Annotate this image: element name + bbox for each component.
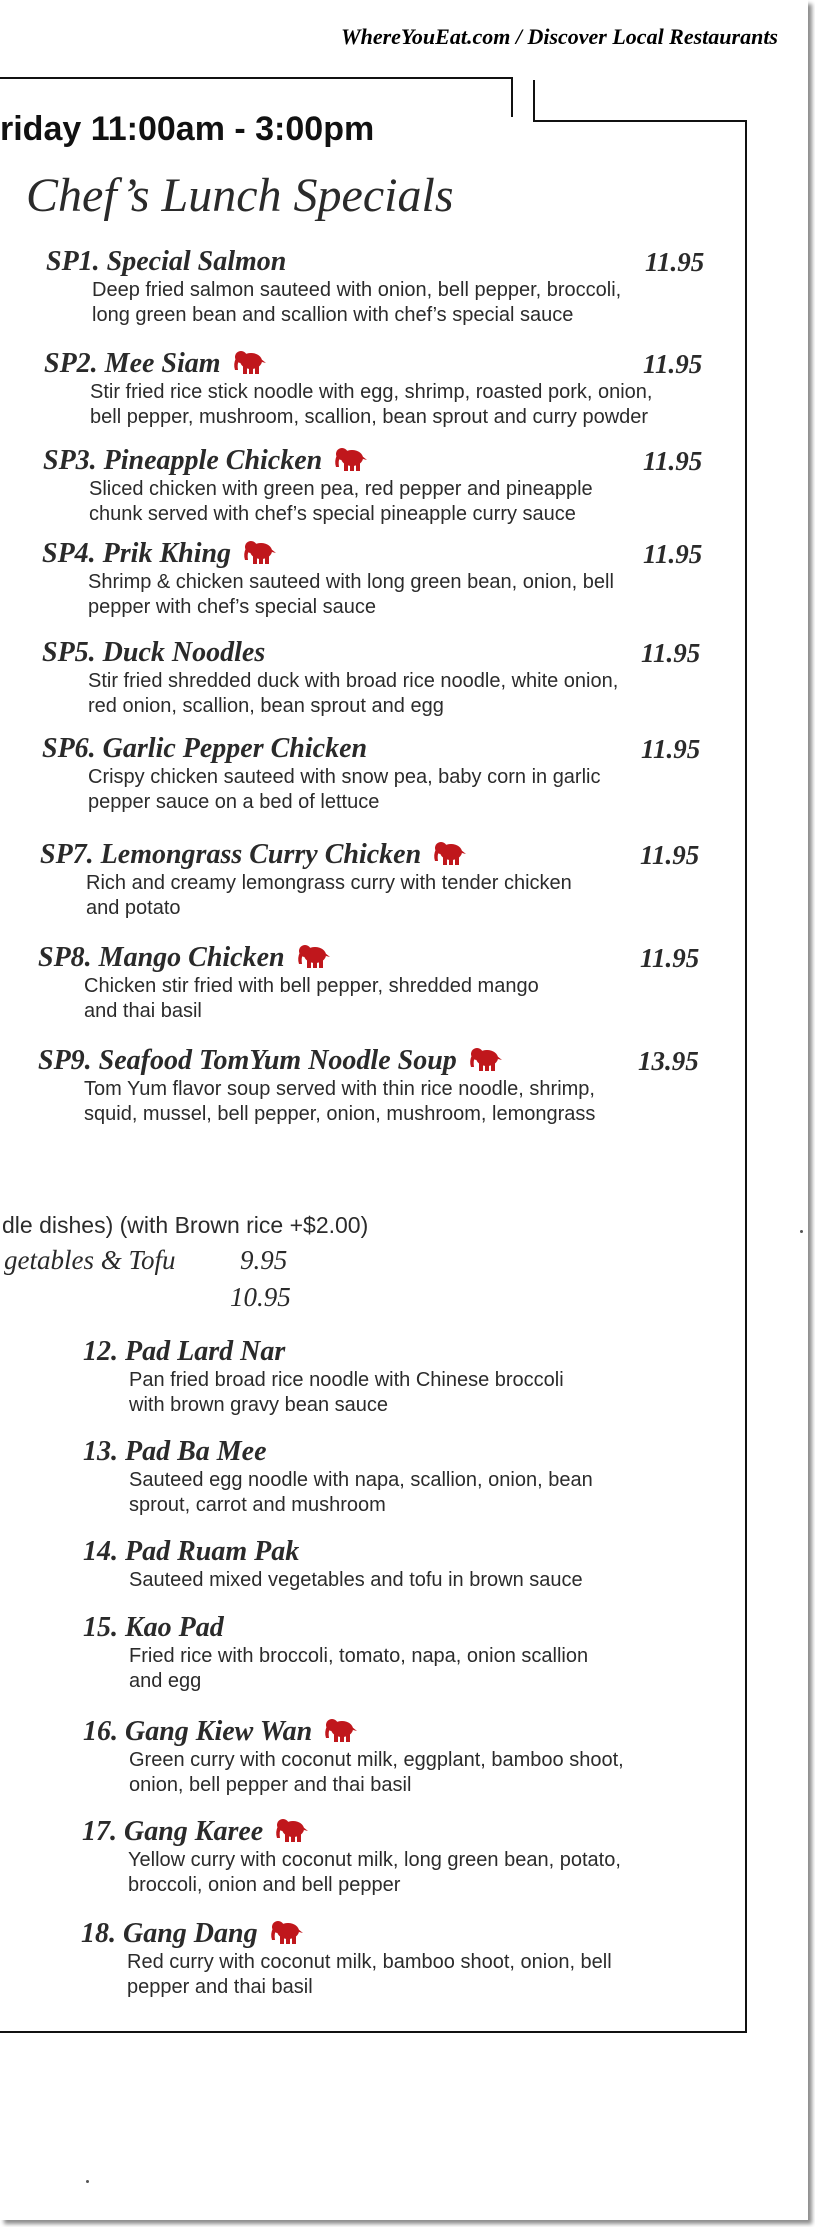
border-top-left xyxy=(0,77,513,79)
special-title: SP2. Mee Siam xyxy=(44,348,221,379)
elephant-icon xyxy=(270,1918,304,1946)
border-top-left-drop xyxy=(511,77,513,117)
special-title: SP8. Mango Chicken xyxy=(38,942,285,973)
dish-title-row xyxy=(83,1336,783,1368)
dish-item xyxy=(83,1612,783,1694)
special-price: 11.95 xyxy=(640,840,700,870)
special-title: SP6. Garlic Pepper Chicken xyxy=(42,733,368,764)
special-item xyxy=(44,348,744,430)
special-item xyxy=(46,246,746,328)
special-item xyxy=(40,839,740,921)
special-title: SP9. Seafood TomYum Noodle Soup xyxy=(38,1045,457,1076)
special-description: Sliced chicken with green pea, red pepper and pineapple xyxy=(89,478,593,500)
dish-item xyxy=(83,1436,783,1518)
dish-title: 15. Kao Pad xyxy=(83,1612,224,1643)
special-price: 11.95 xyxy=(641,638,701,668)
special-item xyxy=(38,942,738,1024)
dish-title-row xyxy=(81,1918,781,1950)
special-title-row xyxy=(46,246,746,278)
dish-description: Green curry with coconut milk, eggplant, bamboo shoot, xyxy=(129,1749,624,1771)
dish-description: Fried rice with broccoli, tomato, napa, onion scallion xyxy=(129,1645,589,1667)
special-item xyxy=(38,1045,738,1127)
special-title-row xyxy=(42,733,742,765)
border-top-right xyxy=(533,120,747,122)
special-description: Crispy chicken sauteed with snow pea, baby corn in garlic xyxy=(88,766,601,788)
special-description: pepper sauce on a bed of lettuce xyxy=(88,791,380,813)
elephant-icon xyxy=(243,538,277,566)
special-title-row xyxy=(42,538,742,570)
special-title: SP5. Duck Noodles xyxy=(42,637,266,668)
dish-title-row xyxy=(83,1536,783,1568)
elephant-icon xyxy=(233,348,267,376)
dish-title: 14. Pad Ruam Pak xyxy=(83,1536,300,1567)
dish-title-row xyxy=(83,1612,783,1644)
dish-description: sprout, carrot and mushroom xyxy=(129,1494,386,1516)
special-price: 11.95 xyxy=(643,539,703,569)
speck xyxy=(86,2180,89,2183)
special-title-row xyxy=(40,839,740,871)
meat-price: 10.95 xyxy=(230,1282,291,1312)
special-description: Chicken stir fried with bell pepper, shredded mango xyxy=(84,975,539,997)
special-description: chunk served with chef’s special pineapple curry sauce xyxy=(89,503,576,525)
hours-text: riday 11:00am - 3:00pm xyxy=(0,110,375,148)
site-header: WhereYouEat.com / Discover Local Restaurants xyxy=(341,24,778,49)
dish-title: 13. Pad Ba Mee xyxy=(83,1436,267,1467)
dish-description: Yellow curry with coconut milk, long green bean, potato, xyxy=(128,1849,621,1871)
dish-description: Red curry with coconut milk, bamboo shoot, onion, bell xyxy=(127,1951,612,1973)
elephant-icon xyxy=(433,839,467,867)
elephant-icon xyxy=(324,1716,358,1744)
dish-item xyxy=(81,1918,781,2000)
dish-title: 17. Gang Karee xyxy=(82,1816,264,1847)
vegetable-tofu-label: getables & Tofu xyxy=(4,1245,176,1275)
special-description: and potato xyxy=(86,897,181,919)
special-description: and thai basil xyxy=(84,1000,202,1022)
dish-description: pepper and thai basil xyxy=(127,1976,313,1998)
dish-description: and egg xyxy=(129,1670,202,1692)
special-description: Rich and creamy lemongrass curry with tender chicken xyxy=(86,872,572,894)
special-item xyxy=(42,538,742,620)
section-title: Chef’s Lunch Specials xyxy=(26,169,454,222)
special-title-row xyxy=(38,942,738,974)
special-title-row xyxy=(44,348,744,380)
special-description: Stir fried shredded duck with broad rice noodle, white onion, xyxy=(88,670,619,692)
dish-title-row xyxy=(82,1816,782,1848)
border-bottom xyxy=(0,2031,747,2033)
dish-description: broccoli, onion and bell pepper xyxy=(128,1874,401,1896)
special-price: 11.95 xyxy=(643,349,703,379)
special-description: long green bean and scallion with chef’s special sauce xyxy=(92,304,574,326)
special-description: Tom Yum flavor soup served with thin rice noodle, shrimp, xyxy=(84,1078,595,1100)
dish-description: Sauteed mixed vegetables and tofu in brown sauce xyxy=(129,1569,583,1591)
dish-title: 12. Pad Lard Nar xyxy=(83,1336,286,1367)
special-description: Shrimp & chicken sauteed with long green bean, onion, bell xyxy=(88,571,614,593)
elephant-icon xyxy=(469,1045,503,1073)
elephant-icon xyxy=(275,1816,309,1844)
special-description: red onion, scallion, bean sprout and egg xyxy=(88,695,444,717)
dish-item xyxy=(83,1716,783,1798)
special-item xyxy=(42,733,742,815)
special-title: SP4. Prik Khing xyxy=(42,538,232,569)
dish-description: with brown gravy bean sauce xyxy=(129,1394,389,1416)
special-description: pepper with chef’s special sauce xyxy=(88,596,376,618)
border-top-right-drop xyxy=(533,80,535,122)
special-price: 11.95 xyxy=(641,734,701,764)
special-title-row xyxy=(38,1045,738,1077)
special-description: squid, mussel, bell pepper, onion, mushroom, lemongrass xyxy=(84,1103,596,1125)
special-item xyxy=(42,637,742,719)
dish-item xyxy=(83,1336,783,1418)
dish-item xyxy=(82,1816,782,1898)
special-item xyxy=(43,445,743,527)
dish-title: 18. Gang Dang xyxy=(81,1918,258,1949)
dish-item xyxy=(83,1536,783,1593)
special-description: Deep fried salmon sauteed with onion, bell pepper, broccoli, xyxy=(92,279,622,301)
vegetable-tofu-price: 9.95 xyxy=(240,1245,288,1275)
special-description: Stir fried rice stick noodle with egg, shrimp, roasted pork, onion, xyxy=(90,381,653,403)
special-title: SP3. Pineapple Chicken xyxy=(43,445,323,476)
special-title-row xyxy=(42,637,742,669)
special-title: SP7. Lemongrass Curry Chicken xyxy=(40,839,422,870)
dish-description: onion, bell pepper and thai basil xyxy=(129,1774,412,1796)
elephant-icon xyxy=(297,942,331,970)
dish-title-row xyxy=(83,1436,783,1468)
dish-title: 16. Gang Kiew Wan xyxy=(83,1716,313,1747)
special-price: 13.95 xyxy=(638,1046,699,1076)
special-title-row xyxy=(43,445,743,477)
special-price: 11.95 xyxy=(645,247,705,277)
speck xyxy=(800,1230,803,1233)
special-title: SP1. Special Salmon xyxy=(46,246,287,277)
special-description: bell pepper, mushroom, scallion, bean sprout and curry powder xyxy=(90,406,649,428)
elephant-icon xyxy=(334,445,368,473)
dish-title-row xyxy=(83,1716,783,1748)
noodle-note: dle dishes) (with Brown rice +$2.00) xyxy=(2,1212,369,1238)
dish-description: Pan fried broad rice noodle with Chinese broccoli xyxy=(129,1369,564,1391)
special-price: 11.95 xyxy=(643,446,703,476)
dish-description: Sauteed egg noodle with napa, scallion, onion, bean xyxy=(129,1469,593,1491)
special-price: 11.95 xyxy=(640,943,700,973)
